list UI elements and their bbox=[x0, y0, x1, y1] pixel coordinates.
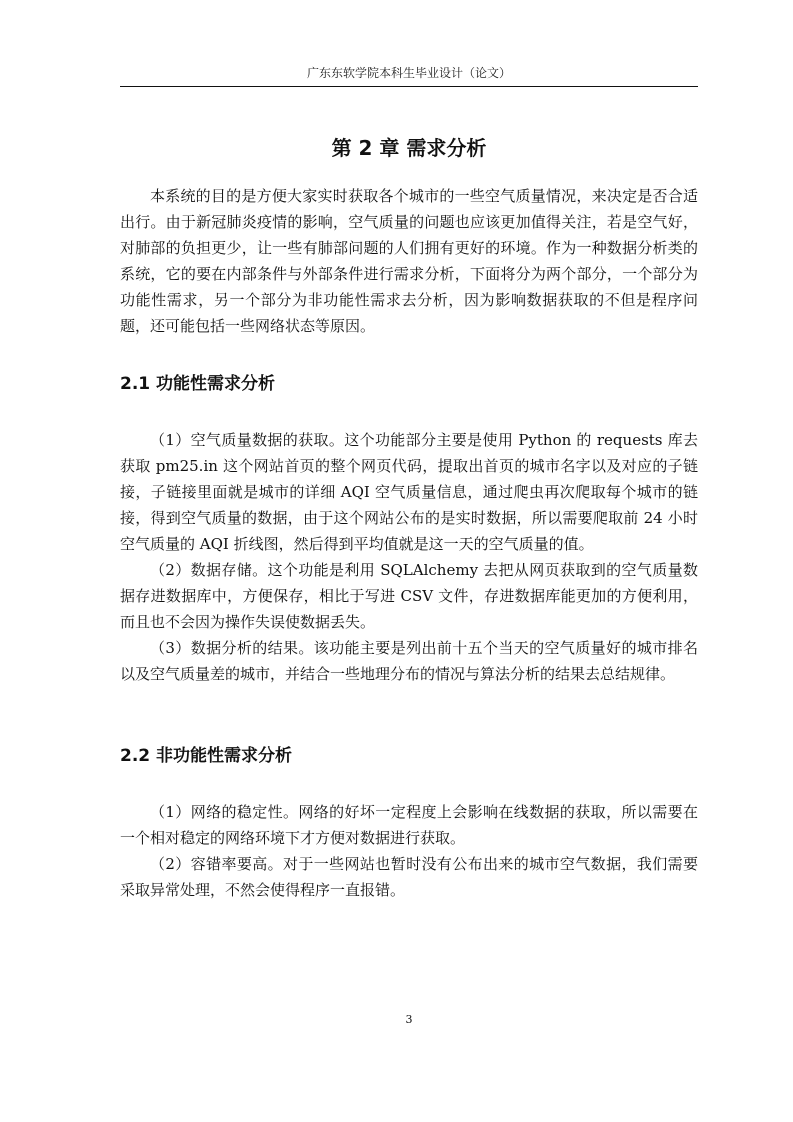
paragraph-2-2-1: （1）网络的稳定性。网络的好坏一定程度上会影响在线数据的获取，所以需要在一个相对稳定的网络环境下才方便对数据进行获取。 bbox=[120, 803, 698, 847]
paragraph-2-1-2: （2）数据存储。这个功能是利用 SQLAlchemy 去把从网页获取到的空气质量数据存进数据库中，方便保存，相比于写进 CSV 文件，存进数据库能更加的方便利用，而且也不会因为操作失误使数据丢失。 bbox=[120, 561, 698, 631]
paragraph-2-1-3: （3）数据分析的结果。该功能主要是列出前十五个当天的空气质量好的城市排名以及空气质量差的城市，并结合一些地理分布的情况与算法分析的结果去总结规律。 bbox=[120, 639, 698, 683]
chapter-intro-paragraph: 本系统的目的是方便大家实时获取各个城市的一些空气质量情况，来决定是否合适出行。由于新冠肺炎疫情的影响，空气质量的问题也应该更加值得关注，若是空气好，对肺部的负担更少，让一些有肺部问题的人们拥有更好的环境。作为一种数据分析类的系统，它的要在内部条件与外部条件进行需求分析，下面将分为两个部分，一个部分为功能性需求，另一个部分为非功能性需求去分析，因为影响数据获取的不但是程序问题，还可能包括一些网络状态等原因。 bbox=[120, 187, 698, 335]
paragraph-2-2-2: （2）容错率要高。对于一些网站也暂时没有公布出来的城市空气数据，我们需要采取异常处理，不然会使得程序一直报错。 bbox=[120, 855, 698, 899]
section-2-1-heading: 2.1 功能性需求分析 bbox=[120, 374, 276, 394]
section-2-2-heading: 2.2 非功能性需求分析 bbox=[120, 746, 293, 766]
page-number: 3 bbox=[405, 1013, 413, 1026]
chapter-title: 第 2 章 需求分析 bbox=[331, 136, 487, 160]
paragraph-2-1-1: （1）空气质量数据的获取。这个功能部分主要是使用 Python 的 requests 库去获取 pm25.in 这个网站首页的整个网页代码，提取出首页的城市名字以及对应的子链接，子链接里面就是城市的详细 AQI 空气质量信息，通过爬虫再次爬取每个城市的链接，得到空气质量的数据，由于这个网站公布的是实时数据，所以需要爬取前 24 小时空气质量的 AQI 折线图，然后得到平均值就是这一天的空气质量的值。 bbox=[120, 431, 698, 553]
header-rule bbox=[120, 86, 698, 87]
running-header: 广东东软学院本科生毕业设计（论文） bbox=[306, 66, 511, 80]
